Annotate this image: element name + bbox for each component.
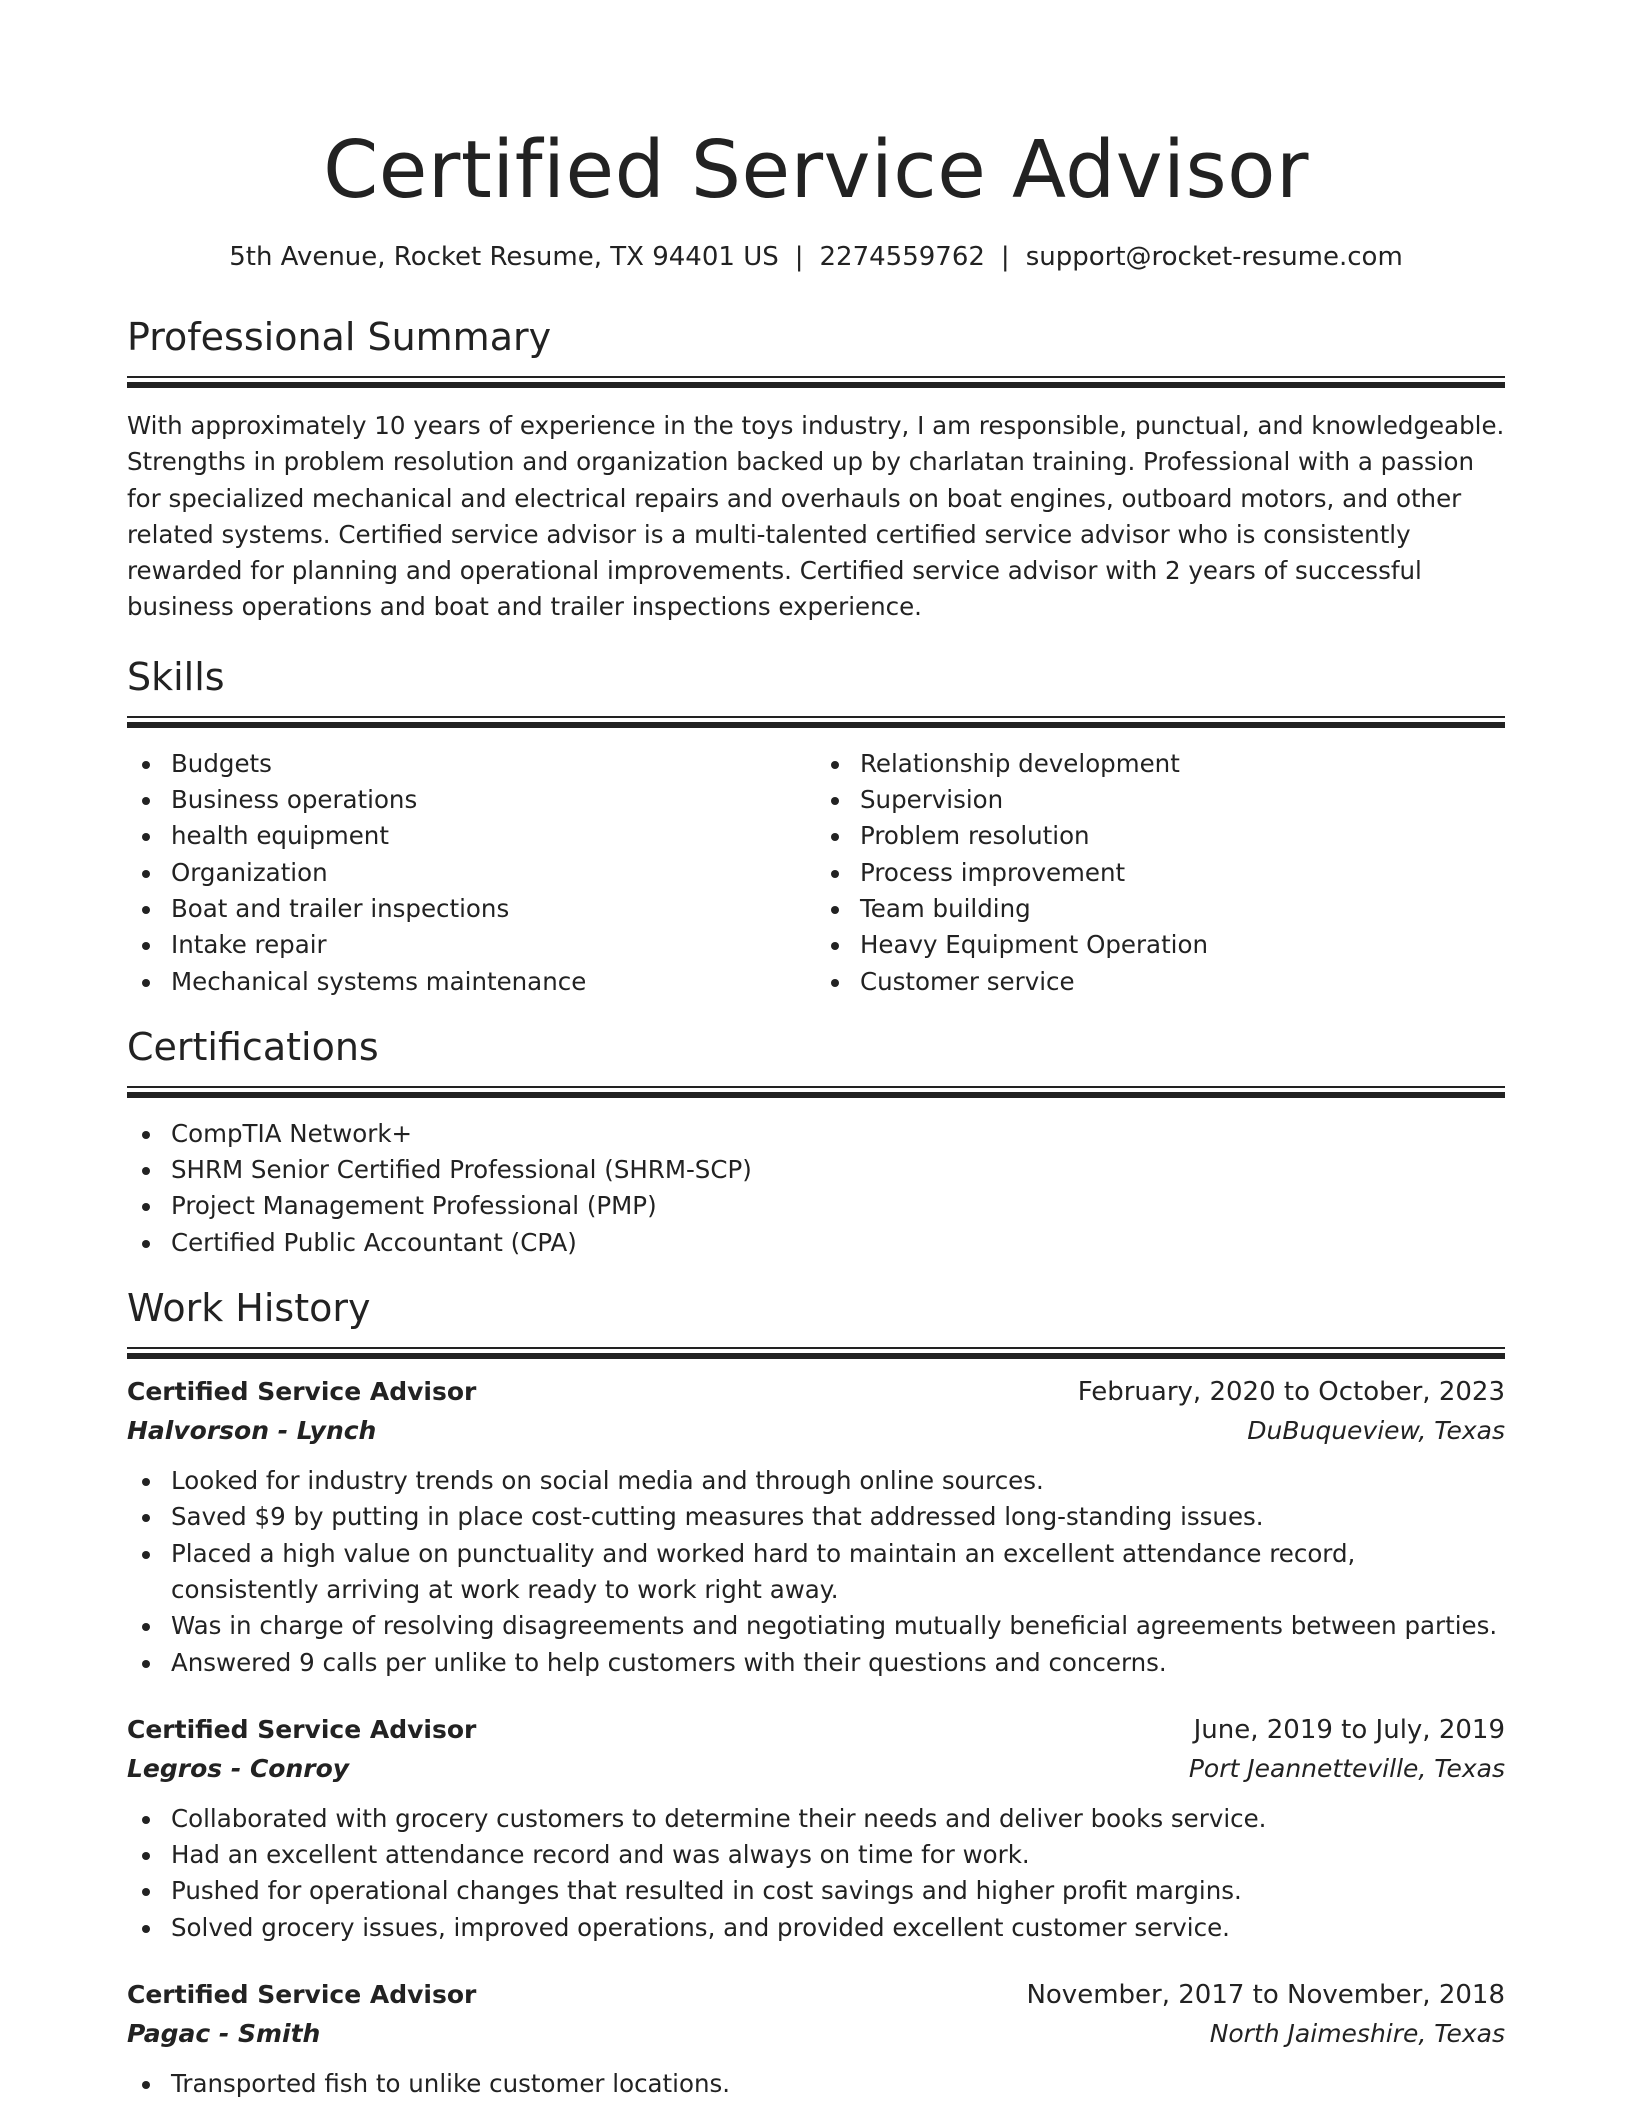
section-divider <box>127 376 1505 388</box>
summary-text: With approximately 10 years of experience in the toys industry, I am responsible, punctual, and knowledgeable. Strengths in problem resolution and organization backed up by charlatan training. Professional with a passion for specialized mechanical and electrical repairs and overhauls on boat engines, outboard motors, and other related systems. Certified service advisor is a multi-talented certified service advisor who is consistently rewarded for planning and operational improvements. Certified service advisor with 2 years of successful business operations and boat and trailer inspections experience. <box>127 411 1505 622</box>
job-bullet: Answered 9 calls per unlike to help customers with their questions and concerns. <box>127 1645 1505 1681</box>
certification-item: Project Management Professional (PMP) <box>127 1188 1505 1224</box>
job-bullets <box>127 1463 1505 1681</box>
skill-item: Supervision <box>816 782 1505 818</box>
job-dates: November, 2017 to November, 2018 <box>1026 1980 1505 2011</box>
work-history-section <box>127 1283 1505 2102</box>
job-bullets <box>127 1801 1505 1946</box>
job-bullet: Pushed for operational changes that resulted in cost savings and higher profit margins. <box>127 1873 1505 1909</box>
job-title: Certified Service Advisor <box>127 1377 477 1407</box>
job-title: Certified Service Advisor <box>127 1980 477 2010</box>
section-title-certifications: Certifications <box>127 1024 379 1069</box>
skills-column-left <box>127 746 816 1000</box>
skill-item: Problem resolution <box>816 818 1505 854</box>
job-bullet: Collaborated with grocery customers to determine their needs and deliver books service. <box>127 1801 1505 1837</box>
skill-item: Customer service <box>816 964 1505 1000</box>
job-bullets <box>127 2066 1505 2102</box>
job-bullet: Was in charge of resolving disagreements and negotiating mutually beneficial agreements between parties. <box>127 1608 1505 1644</box>
contact-separator: | <box>794 242 804 272</box>
skill-item: Boat and trailer inspections <box>127 891 816 927</box>
section-divider <box>127 1086 1505 1098</box>
summary-section <box>127 312 1505 626</box>
contact-email: support@rocket-resume.com <box>1025 242 1403 272</box>
section-title-work-history: Work History <box>127 1286 371 1331</box>
job-bullet: Saved $9 by putting in place cost-cutting measures that addressed long-standing issues. <box>127 1499 1505 1535</box>
contact-line <box>127 240 1505 274</box>
job-bullet: Placed a high value on punctuality and worked hard to maintain an excellent attendance record, consistently arriving at work ready to work right away. <box>127 1536 1505 1609</box>
job-subheader <box>127 1411 1505 1451</box>
skill-item: Heavy Equipment Operation <box>816 927 1505 963</box>
skills-section <box>127 652 1505 1000</box>
job-location: DuBuqueview, Texas <box>1247 1416 1505 1446</box>
job-dates: June, 2019 to July, 2019 <box>1193 1714 1505 1745</box>
skill-item: Process improvement <box>816 855 1505 891</box>
job-entry <box>127 1976 1505 2102</box>
certifications-section <box>127 1022 1505 1261</box>
skill-item: Business operations <box>127 782 816 818</box>
certification-item: Certified Public Accountant (CPA) <box>127 1225 1505 1261</box>
resume-name: Certified Service Advisor <box>323 124 1309 216</box>
section-divider <box>127 716 1505 728</box>
job-bullet: Had an excellent attendance record and was always on time for work. <box>127 1837 1505 1873</box>
contact-separator: | <box>1000 242 1010 272</box>
contact-address: 5th Avenue, Rocket Resume, TX 94401 US <box>229 242 779 272</box>
skills-grid <box>127 746 1505 1000</box>
certifications-list <box>127 1116 1505 1261</box>
skill-item: health equipment <box>127 818 816 854</box>
job-bullet: Solved grocery issues, improved operations, and provided excellent customer service. <box>127 1910 1505 1946</box>
section-divider <box>127 1347 1505 1359</box>
job-title: Certified Service Advisor <box>127 1714 477 1744</box>
job-company: Halvorson - Lynch <box>127 1416 377 1446</box>
contact-phone: 2274559762 <box>819 242 985 272</box>
section-title-summary: Professional Summary <box>127 315 552 359</box>
skill-item: Team building <box>816 891 1505 927</box>
skill-item: Relationship development <box>816 746 1505 782</box>
job-header <box>127 1711 1505 1749</box>
job-entry <box>127 1373 1505 1681</box>
job-header <box>127 1976 1505 2014</box>
job-location: North Jaimeshire, Texas <box>1209 2019 1505 2049</box>
skill-item: Mechanical systems maintenance <box>127 964 816 1000</box>
job-bullet: Looked for industry trends on social media and through online sources. <box>127 1463 1505 1499</box>
job-company: Pagac - Smith <box>127 2019 321 2049</box>
skill-item: Intake repair <box>127 927 816 963</box>
skills-column-right <box>816 746 1505 1000</box>
job-header <box>127 1373 1505 1411</box>
job-bullet: Transported fish to unlike customer locations. <box>127 2066 1505 2102</box>
job-entry <box>127 1711 1505 1946</box>
skill-item: Organization <box>127 855 816 891</box>
job-location: Port Jeannetteville, Texas <box>1188 1753 1505 1783</box>
job-company: Legros - Conroy <box>127 1753 350 1783</box>
job-subheader <box>127 1749 1505 1789</box>
job-subheader <box>127 2014 1505 2054</box>
certification-item: CompTIA Network+ <box>127 1116 1505 1152</box>
section-title-skills: Skills <box>127 654 225 699</box>
skill-item: Budgets <box>127 746 816 782</box>
job-dates: February, 2020 to October, 2023 <box>1077 1377 1505 1408</box>
certification-item: SHRM Senior Certified Professional (SHRM-SCP) <box>127 1152 1505 1188</box>
